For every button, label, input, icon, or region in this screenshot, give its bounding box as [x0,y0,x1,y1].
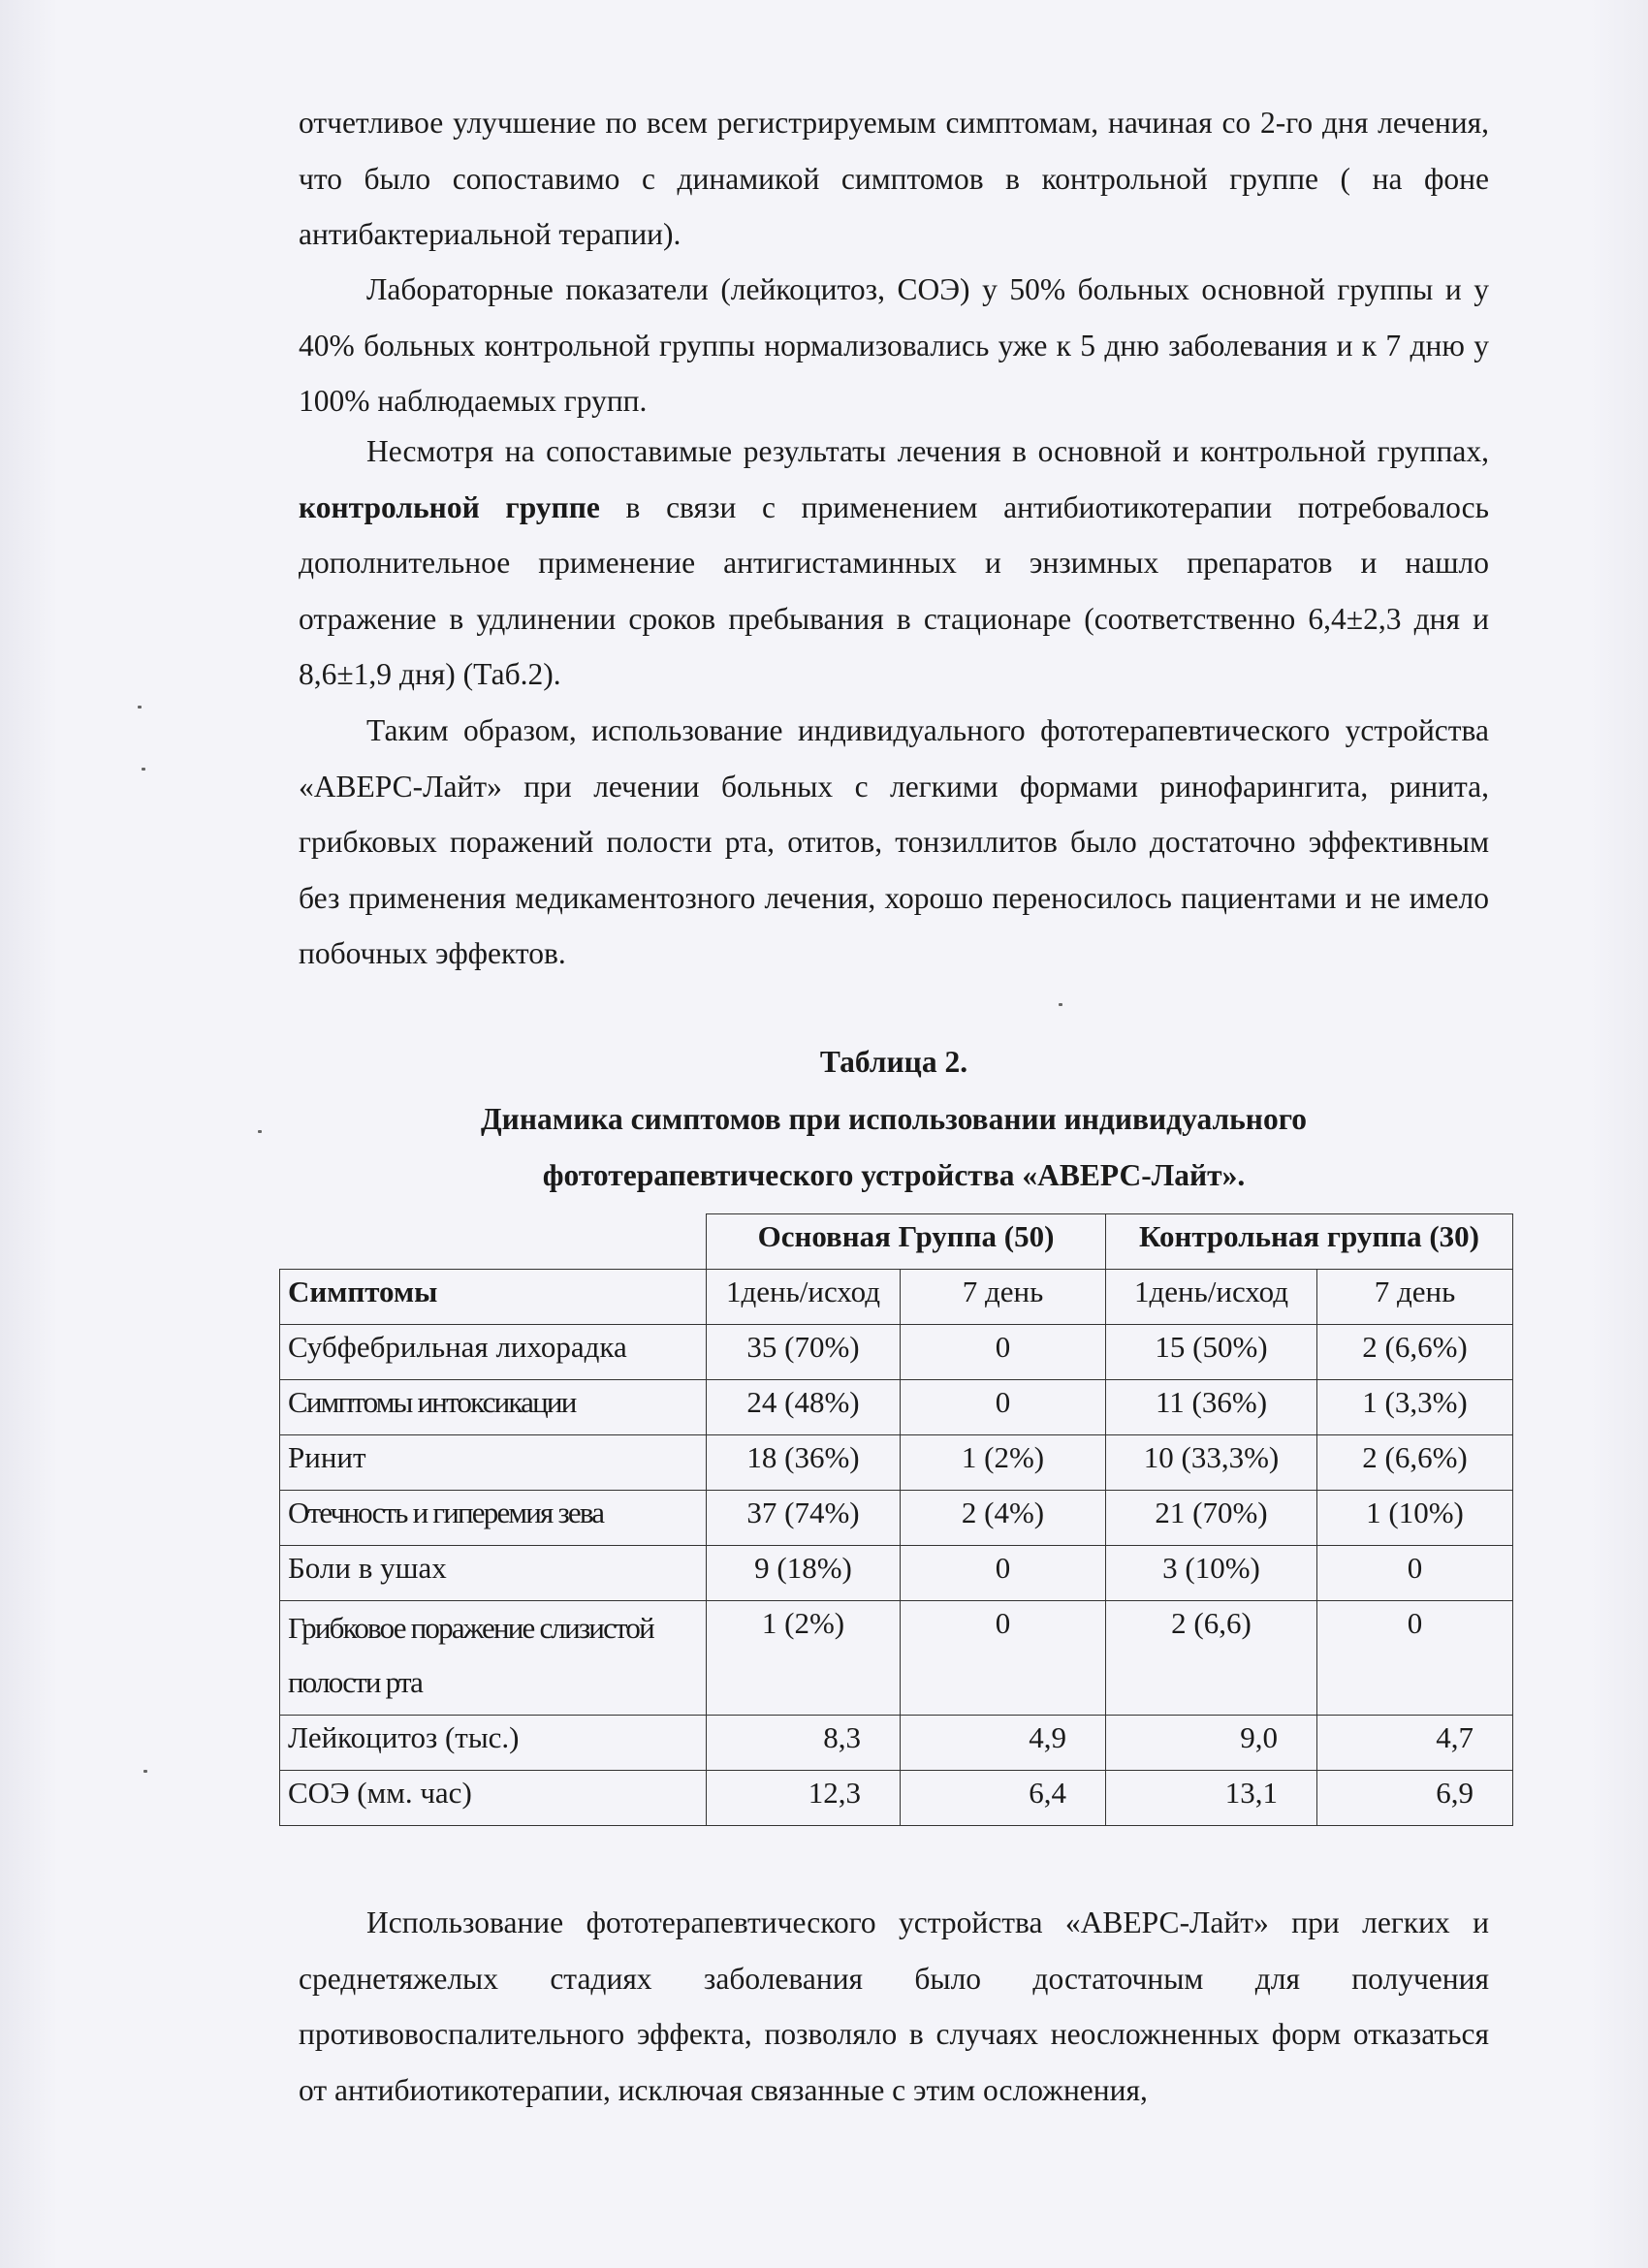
table-row [280,1601,1513,1716]
table-cell: 2 (6,6) [1106,1601,1317,1716]
table-cell: 1 (2%) [901,1435,1106,1491]
paragraph-3-bold: контрольной группе [299,489,600,524]
paragraph-4: Таким образом, использование индивидуального фототерапевтического устройства «АВЕРС-Лайт» при лечении больных с легкими формами ринофарингита, ринита, грибковых поражений полости рта, отитов, тонзиллитов было достаточно эффективным без применения медикаментозного лечения, хорошо переносилось пациентами и не имело побочных эффектов. [299,713,1489,970]
table-cell: 8,3 [707,1716,901,1771]
scan-speck [258,1130,262,1133]
paragraph-3 [299,424,1489,703]
group-header-main: Основная Группа (50) [707,1214,1106,1270]
table-cell: 2 (6,6%) [1317,1435,1513,1491]
table-cell: 0 [901,1546,1106,1601]
table-cell: 10 (33,3%) [1106,1435,1317,1491]
table-cell: 11 (36%) [1106,1380,1317,1435]
table-cell: 12,3 [707,1771,901,1826]
column-header-control-day7: 7 день [1317,1270,1513,1325]
table-row [280,1435,1513,1491]
table-cell: 4,7 [1317,1716,1513,1771]
table-cell: 0 [1317,1546,1513,1601]
table-row [280,1716,1513,1771]
table-number: Таблица 2. [819,1045,968,1079]
table-column-header-row [280,1270,1513,1325]
table-cell: 18 (36%) [707,1435,901,1491]
table-cell: 35 (70%) [707,1325,901,1380]
paragraph-3-start: Несмотря на сопоставимые результаты лечения в основной и контрольной группах, [366,434,1489,468]
column-header-control-day1: 1день/исход [1106,1270,1317,1325]
row-symptom-label: СОЭ (мм. час) [280,1771,707,1826]
table-cell: 9 (18%) [707,1546,901,1601]
row-symptom-label: Боли в ушах [280,1546,707,1601]
row-symptom-label: Лейкоцитоз (тыс.) [280,1716,707,1771]
column-header-main-day1: 1день/исход [707,1270,901,1325]
table-cell: 0 [901,1325,1106,1380]
table-cell: 3 (10%) [1106,1546,1317,1601]
table-cell: 21 (70%) [1106,1491,1317,1546]
table-row [280,1380,1513,1435]
table-cell: 0 [1317,1601,1513,1716]
scan-speck [1059,1003,1062,1006]
table-cell: 6,4 [901,1771,1106,1826]
table-row [280,1546,1513,1601]
table-cell: 1 (10%) [1317,1491,1513,1546]
scan-speck [142,768,145,771]
table-cell: 6,9 [1317,1771,1513,1826]
paragraph-3-end: в связи с применением антибиотикотерапии потребовалось дополнительное применение антигистаминных и энзимных препаратов и нашло отражение в удлинении сроков пребывания в стационаре (соответственно 6,4±2,3 дня и 8,6±1,9 дня) (Таб.2). [299,489,1489,691]
table-cell: 2 (6,6%) [1317,1325,1513,1380]
table-cell: 9,0 [1106,1716,1317,1771]
row-symptom-label: Грибковое поражение слизистой полости рта [280,1601,707,1716]
symptoms-table [279,1213,1513,1826]
paragraph-5: Использование фототерапевтического устройства «АВЕРС-Лайт» при легких и среднетяжелых стадиях заболевания было достаточным для получения противовоспалительного эффекта, позволяло в случаях неосложненных форм отказаться от антибиотикотерапии, исключая связанные с этим осложнения, [299,1906,1489,2107]
row-symptom-label: Симптомы интоксикации [280,1380,707,1435]
table-title-line-2: фототерапевтического устройства «АВЕРС-Лайт». [542,1158,1246,1192]
table-group-header-row [280,1214,1513,1270]
table-corner-blank [280,1214,707,1270]
column-header-main-day7: 7 день [901,1270,1106,1325]
paragraph-2: Лабораторные показатели (лейкоцитоз, СОЭ) у 50% больных основной группы и у 40% больных контрольной группы нормализовались уже к 5 дню заболевания и к 7 дню у 100% наблюдаемых групп. [299,272,1489,418]
scan-speck [138,706,142,709]
table-cell: 4,9 [901,1716,1106,1771]
table-cell: 1 (2%) [707,1601,901,1716]
column-header-symptoms: Симптомы [280,1270,707,1325]
table-cell: 2 (4%) [901,1491,1106,1546]
table-cell: 0 [901,1380,1106,1435]
row-symptom-label: Отечность и гиперемия зева [280,1491,707,1546]
table-title-line-1: Динамика симптомов при использовании индивидуального [481,1102,1307,1136]
table-cell: 24 (48%) [707,1380,901,1435]
scan-speck [143,1770,147,1773]
row-symptom-label: Субфебрильная лихорадка [280,1325,707,1380]
row-symptom-label: Ринит [280,1435,707,1491]
paragraph-1: отчетливое улучшение по всем регистрируемым симптомам, начиная со 2-го дня лечения, что было сопоставимо с динамикой симптомов в контрольной группе ( на фоне антибактериальной терапии). [299,106,1489,251]
table-cell: 13,1 [1106,1771,1317,1826]
group-header-control: Контрольная группа (30) [1106,1214,1513,1270]
table-row [280,1491,1513,1546]
table-cell: 0 [901,1601,1106,1716]
table-cell: 1 (3,3%) [1317,1380,1513,1435]
table-row [280,1771,1513,1826]
table-row [280,1325,1513,1380]
table-cell: 15 (50%) [1106,1325,1317,1380]
table-cell: 37 (74%) [707,1491,901,1546]
